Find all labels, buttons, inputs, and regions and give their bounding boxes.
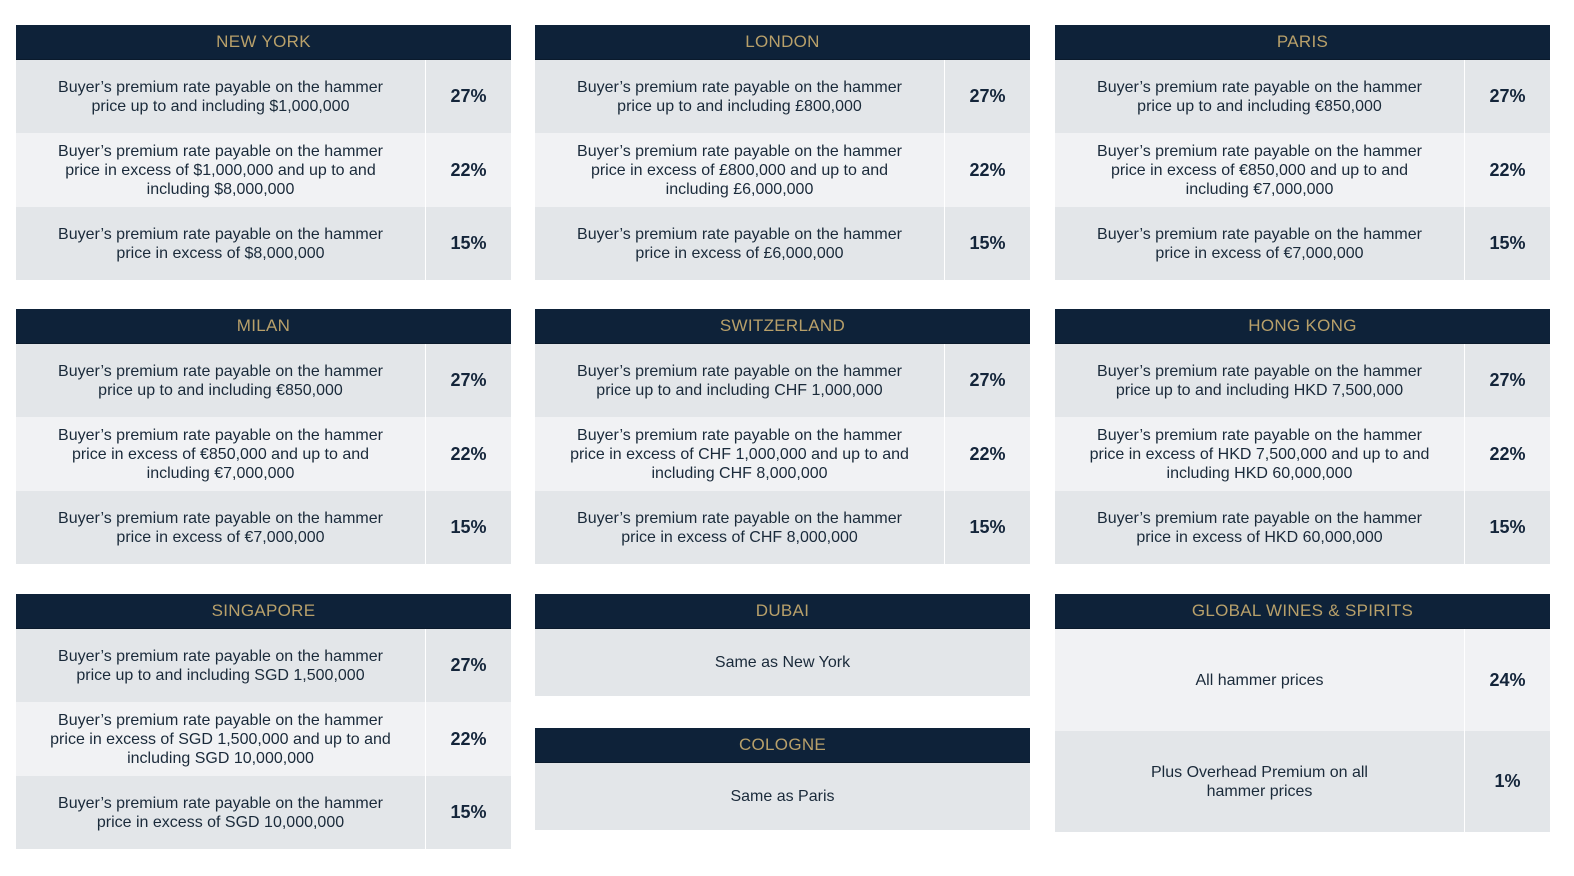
rate-description: Buyer’s premium rate payable on the hammer price up to and including $1,000,000: [16, 60, 426, 133]
table-row: [535, 417, 1030, 491]
table-row: [1055, 133, 1550, 207]
card-london: [535, 25, 1030, 280]
table-row: [1055, 207, 1550, 280]
table-row: [16, 417, 511, 491]
rate-value: 27%: [969, 370, 1006, 390]
card-switzerland: [535, 309, 1030, 564]
table-row: [1055, 629, 1550, 731]
rate-description: Buyer’s premium rate payable on the hammer price in excess of HKD 60,000,000: [1055, 491, 1465, 564]
card-singapore: [16, 594, 511, 849]
rate-value: 22%: [969, 443, 1006, 464]
table-row: [1055, 60, 1550, 133]
table-row: [1055, 344, 1550, 417]
card-title: SINGAPORE: [16, 594, 511, 629]
rate-description: Buyer’s premium rate payable on the hammer price in excess of HKD 7,500,000 and up to and including HKD 60,000,000: [1055, 417, 1465, 491]
same-as-note: Same as New York: [535, 629, 1030, 696]
rate-description: Buyer’s premium rate payable on the hammer price in excess of £6,000,000: [535, 207, 945, 280]
table-row: [535, 60, 1030, 133]
rate-value: 15%: [1489, 233, 1526, 253]
rate-description: Buyer’s premium rate payable on the hammer price in excess of €850,000 and up to and including €7,000,000: [1055, 133, 1465, 207]
rate-description: Buyer’s premium rate payable on the hammer price in excess of $1,000,000 and up to and including $8,000,000: [16, 133, 426, 207]
rate-value: 27%: [969, 86, 1006, 106]
card-title: SWITZERLAND: [535, 309, 1030, 344]
rate-description: Buyer’s premium rate payable on the hammer price in excess of $8,000,000: [16, 207, 426, 280]
card-title: NEW YORK: [16, 25, 511, 60]
rate-description: Buyer’s premium rate payable on the hammer price in excess of €7,000,000: [1055, 207, 1465, 280]
rate-description: Buyer’s premium rate payable on the hammer price in excess of €850,000 and up to and including €7,000,000: [16, 417, 426, 491]
card-title: MILAN: [16, 309, 511, 344]
rate-value: 22%: [1489, 443, 1526, 464]
card-paris: [1055, 25, 1550, 280]
table-row: [16, 629, 511, 702]
card-dubai: [535, 594, 1030, 696]
card-title: LONDON: [535, 25, 1030, 60]
table-row: [16, 207, 511, 280]
card-global-wines-spirits: [1055, 594, 1550, 832]
rate-value: 27%: [1489, 86, 1526, 106]
card-title: PARIS: [1055, 25, 1550, 60]
rate-description: Buyer’s premium rate payable on the hammer price up to and including HKD 7,500,000: [1055, 344, 1465, 417]
table-row: [535, 491, 1030, 564]
card-title: GLOBAL WINES & SPIRITS: [1055, 594, 1550, 629]
rate-description: Plus Overhead Premium on all hammer prices: [1055, 731, 1465, 832]
card-new-york: [16, 25, 511, 280]
rate-value: 22%: [450, 443, 487, 464]
card-milan: [16, 309, 511, 564]
table-row: [535, 133, 1030, 207]
card-cologne: [535, 728, 1030, 830]
rate-value: 15%: [1489, 517, 1526, 537]
table-row: [16, 491, 511, 564]
rate-description: Buyer’s premium rate payable on the hammer price up to and including €850,000: [16, 344, 426, 417]
rate-value: 27%: [450, 86, 487, 106]
rate-description: All hammer prices: [1055, 629, 1465, 731]
rate-description: Buyer’s premium rate payable on the hammer price up to and including CHF 1,000,000: [535, 344, 945, 417]
rate-value: 27%: [450, 370, 487, 390]
table-row: [1055, 731, 1550, 832]
rate-description: Buyer’s premium rate payable on the hammer price in excess of SGD 10,000,000: [16, 776, 426, 849]
table-row: [535, 207, 1030, 280]
table-row: [16, 776, 511, 849]
rate-value: 15%: [969, 233, 1006, 253]
rate-value: 24%: [1489, 669, 1526, 690]
table-row: [16, 702, 511, 776]
card-title: COLOGNE: [535, 728, 1030, 763]
table-row: [535, 344, 1030, 417]
rate-value: 15%: [450, 802, 487, 822]
rate-description: Buyer’s premium rate payable on the hammer price up to and including €850,000: [1055, 60, 1465, 133]
table-row: [16, 344, 511, 417]
rate-description: Buyer’s premium rate payable on the hammer price in excess of CHF 1,000,000 and up to and including CHF 8,000,000: [535, 417, 945, 491]
rate-value: 15%: [969, 517, 1006, 537]
rate-description: Buyer’s premium rate payable on the hammer price in excess of CHF 8,000,000: [535, 491, 945, 564]
rate-description: Buyer’s premium rate payable on the hammer price up to and including £800,000: [535, 60, 945, 133]
table-row: [1055, 417, 1550, 491]
card-title: HONG KONG: [1055, 309, 1550, 344]
rate-value: 22%: [450, 728, 487, 749]
rate-value: 22%: [1489, 159, 1526, 180]
rate-description: Buyer’s premium rate payable on the hammer price up to and including SGD 1,500,000: [16, 629, 426, 702]
table-row: [16, 60, 511, 133]
rate-description: Buyer’s premium rate payable on the hammer price in excess of £800,000 and up to and including £6,000,000: [535, 133, 945, 207]
table-row: [16, 133, 511, 207]
rate-description: Buyer’s premium rate payable on the hammer price in excess of €7,000,000: [16, 491, 426, 564]
rate-value: 22%: [969, 159, 1006, 180]
rate-value: 1%: [1494, 771, 1521, 791]
rate-value: 27%: [1489, 370, 1526, 390]
rate-value: 27%: [450, 655, 487, 675]
card-hong-kong: [1055, 309, 1550, 564]
same-as-note: Same as Paris: [535, 763, 1030, 830]
rate-description: Buyer’s premium rate payable on the hammer price in excess of SGD 1,500,000 and up to and including SGD 10,000,000: [16, 702, 426, 776]
card-title: DUBAI: [535, 594, 1030, 629]
table-row: [1055, 491, 1550, 564]
rate-value: 22%: [450, 159, 487, 180]
rate-value: 15%: [450, 517, 487, 537]
rate-value: 15%: [450, 233, 487, 253]
